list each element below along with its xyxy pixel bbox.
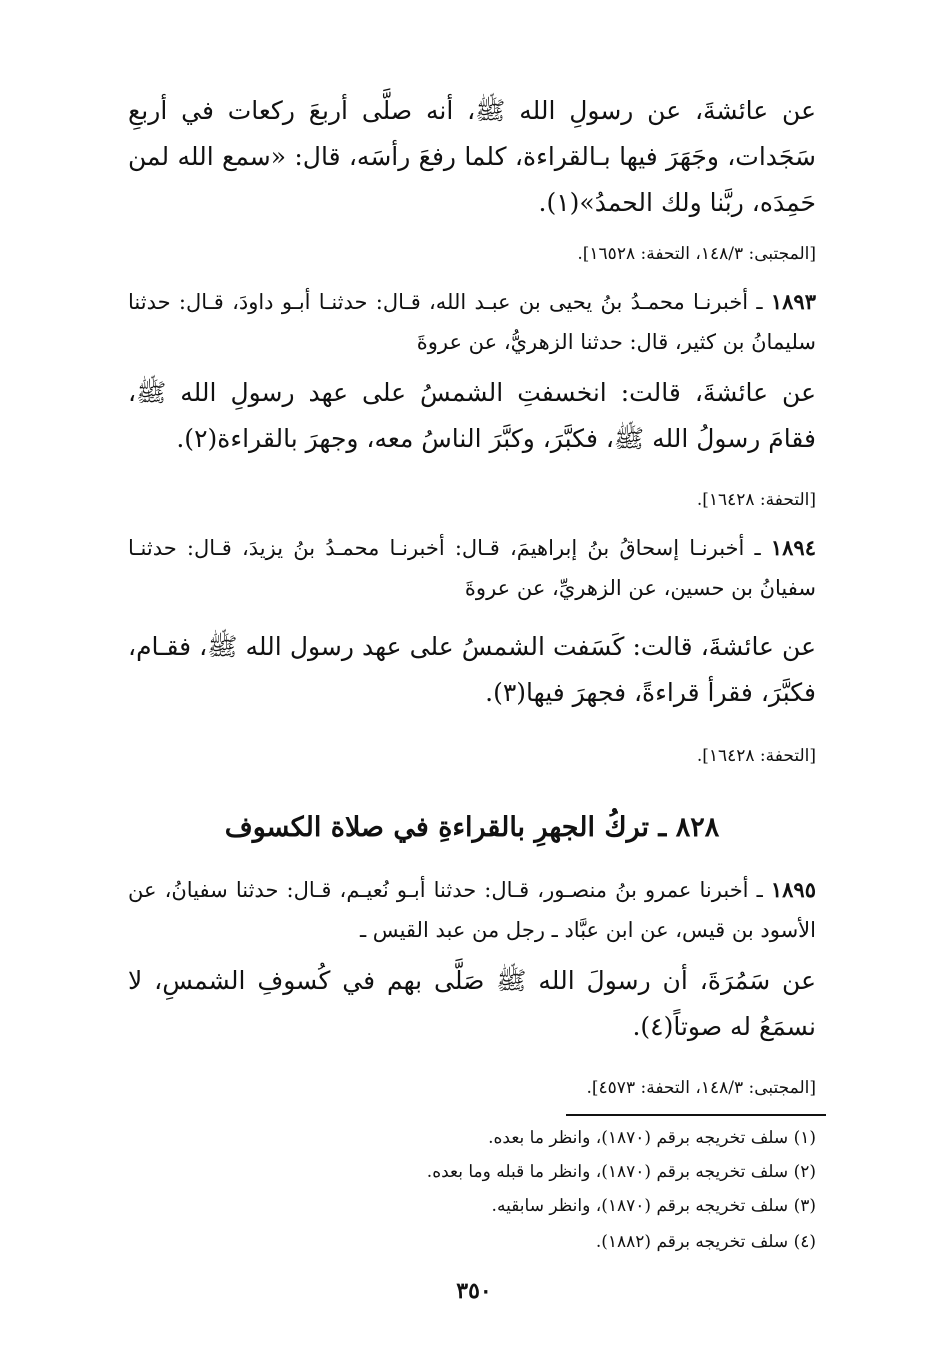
footnote-separator	[566, 1114, 826, 1116]
isnad-text: ـ أخبرنا عمرو بنُ منصـور، قـال: حدثنا أبـو نُعيـم، قـال: حدثنا سفيانُ، عن الأسود بن قيس، عن ابن عبَّاد ـ رجل من عبد القيس ـ	[128, 878, 816, 942]
isnad-text: ـ أخبرنـا إسحاقُ بنُ إبراهيمَ، قـال: أخبرنـا محمـدُ بنُ يزيدَ، قـال: حدثنـا سفيانُ بن حسين، عن الزهريِّ، عن عروةَ	[128, 536, 816, 600]
hadith-1893-isnad	[128, 282, 816, 362]
chapter-heading: ٨٢٨ ـ تركُ الجهرِ بالقراءةِ في صلاة الكسوف	[224, 812, 720, 843]
footnote-3: (٣) سلف تخريجه برقم (١٨٧٠)، وانظر سابقيه.	[491, 1196, 816, 1216]
footnote-2: (٢) سلف تخريجه برقم (١٨٧٠)، وانظر ما قبله وما بعده.	[426, 1162, 816, 1182]
hadith-number: ١٨٩٥	[770, 877, 816, 902]
hadith-1894-matn: عن عائشةَ، قالت: كَسَفت الشمسُ على عهد رسول الله ﷺ، فقـام، فكبَّرَ، فقرأ قراءةً، فجهرَ فيها(٣).	[128, 632, 816, 707]
reference-1893: [التحفة: ١٦٤٢٨].	[696, 490, 816, 510]
matn-continued: عن عائشةَ، عن رسولِ الله ﷺ، أنه صلَّى أربعَ ركعات في أربعِ سَجَدات، وجَهَرَ فيها بـالقراءة، كلما رفعَ رأسَه، قال: «سمع الله لمن حَمِدَه، ربَّنا ولك الحمدُ»(١).	[128, 96, 816, 217]
footnote-4: (٤) سلف تخريجه برقم (١٨٨٢).	[595, 1232, 816, 1252]
hadith-1893-matn: عن عائشةَ، قالت: انخسفتِ الشمسُ على عهد رسولِ الله ﷺ، فقامَ رسولُ الله ﷺ، فكبَّرَ، وكبَّرَ الناسُ معه، وجهرَ بالقراءة(٢).	[128, 378, 816, 453]
isnad-text: ـ أخبرنـا محمـدُ بنُ يحيى بن عبـد الله، قـال: حدثنـا أبـو داودَ، قـال: حدثنا سليمانُ بن كثير، قال: حدثنا الزهريُّ، عن عروةَ	[128, 290, 816, 354]
hadith-number: ١٨٩٣	[770, 289, 816, 314]
reference-1894: [التحفة: ١٦٤٢٨].	[696, 746, 816, 766]
reference-1895: [المجتبى: ١٤٨/٣، التحفة: ٤٥٧٣].	[586, 1078, 816, 1098]
hadith-1895-matn: عن سَمُرَةَ، أن رسولَ الله ﷺ صَلَّى بهم في كُسوفِ الشمسِ، لا نسمَعُ له صوتاً(٤).	[128, 966, 816, 1041]
hadith-number: ١٨٩٤	[770, 535, 816, 560]
footnote-1: (١) سلف تخريجه برقم (١٨٧٠)، وانظر ما بعده.	[488, 1128, 816, 1148]
hadith-1895-isnad	[128, 870, 816, 950]
hadith-1894-isnad	[128, 528, 816, 608]
reference-1892: [المجتبى: ١٤٨/٣، التحفة: ١٦٥٢٨].	[577, 244, 816, 264]
page-number: ٣٥٠	[456, 1278, 492, 1304]
